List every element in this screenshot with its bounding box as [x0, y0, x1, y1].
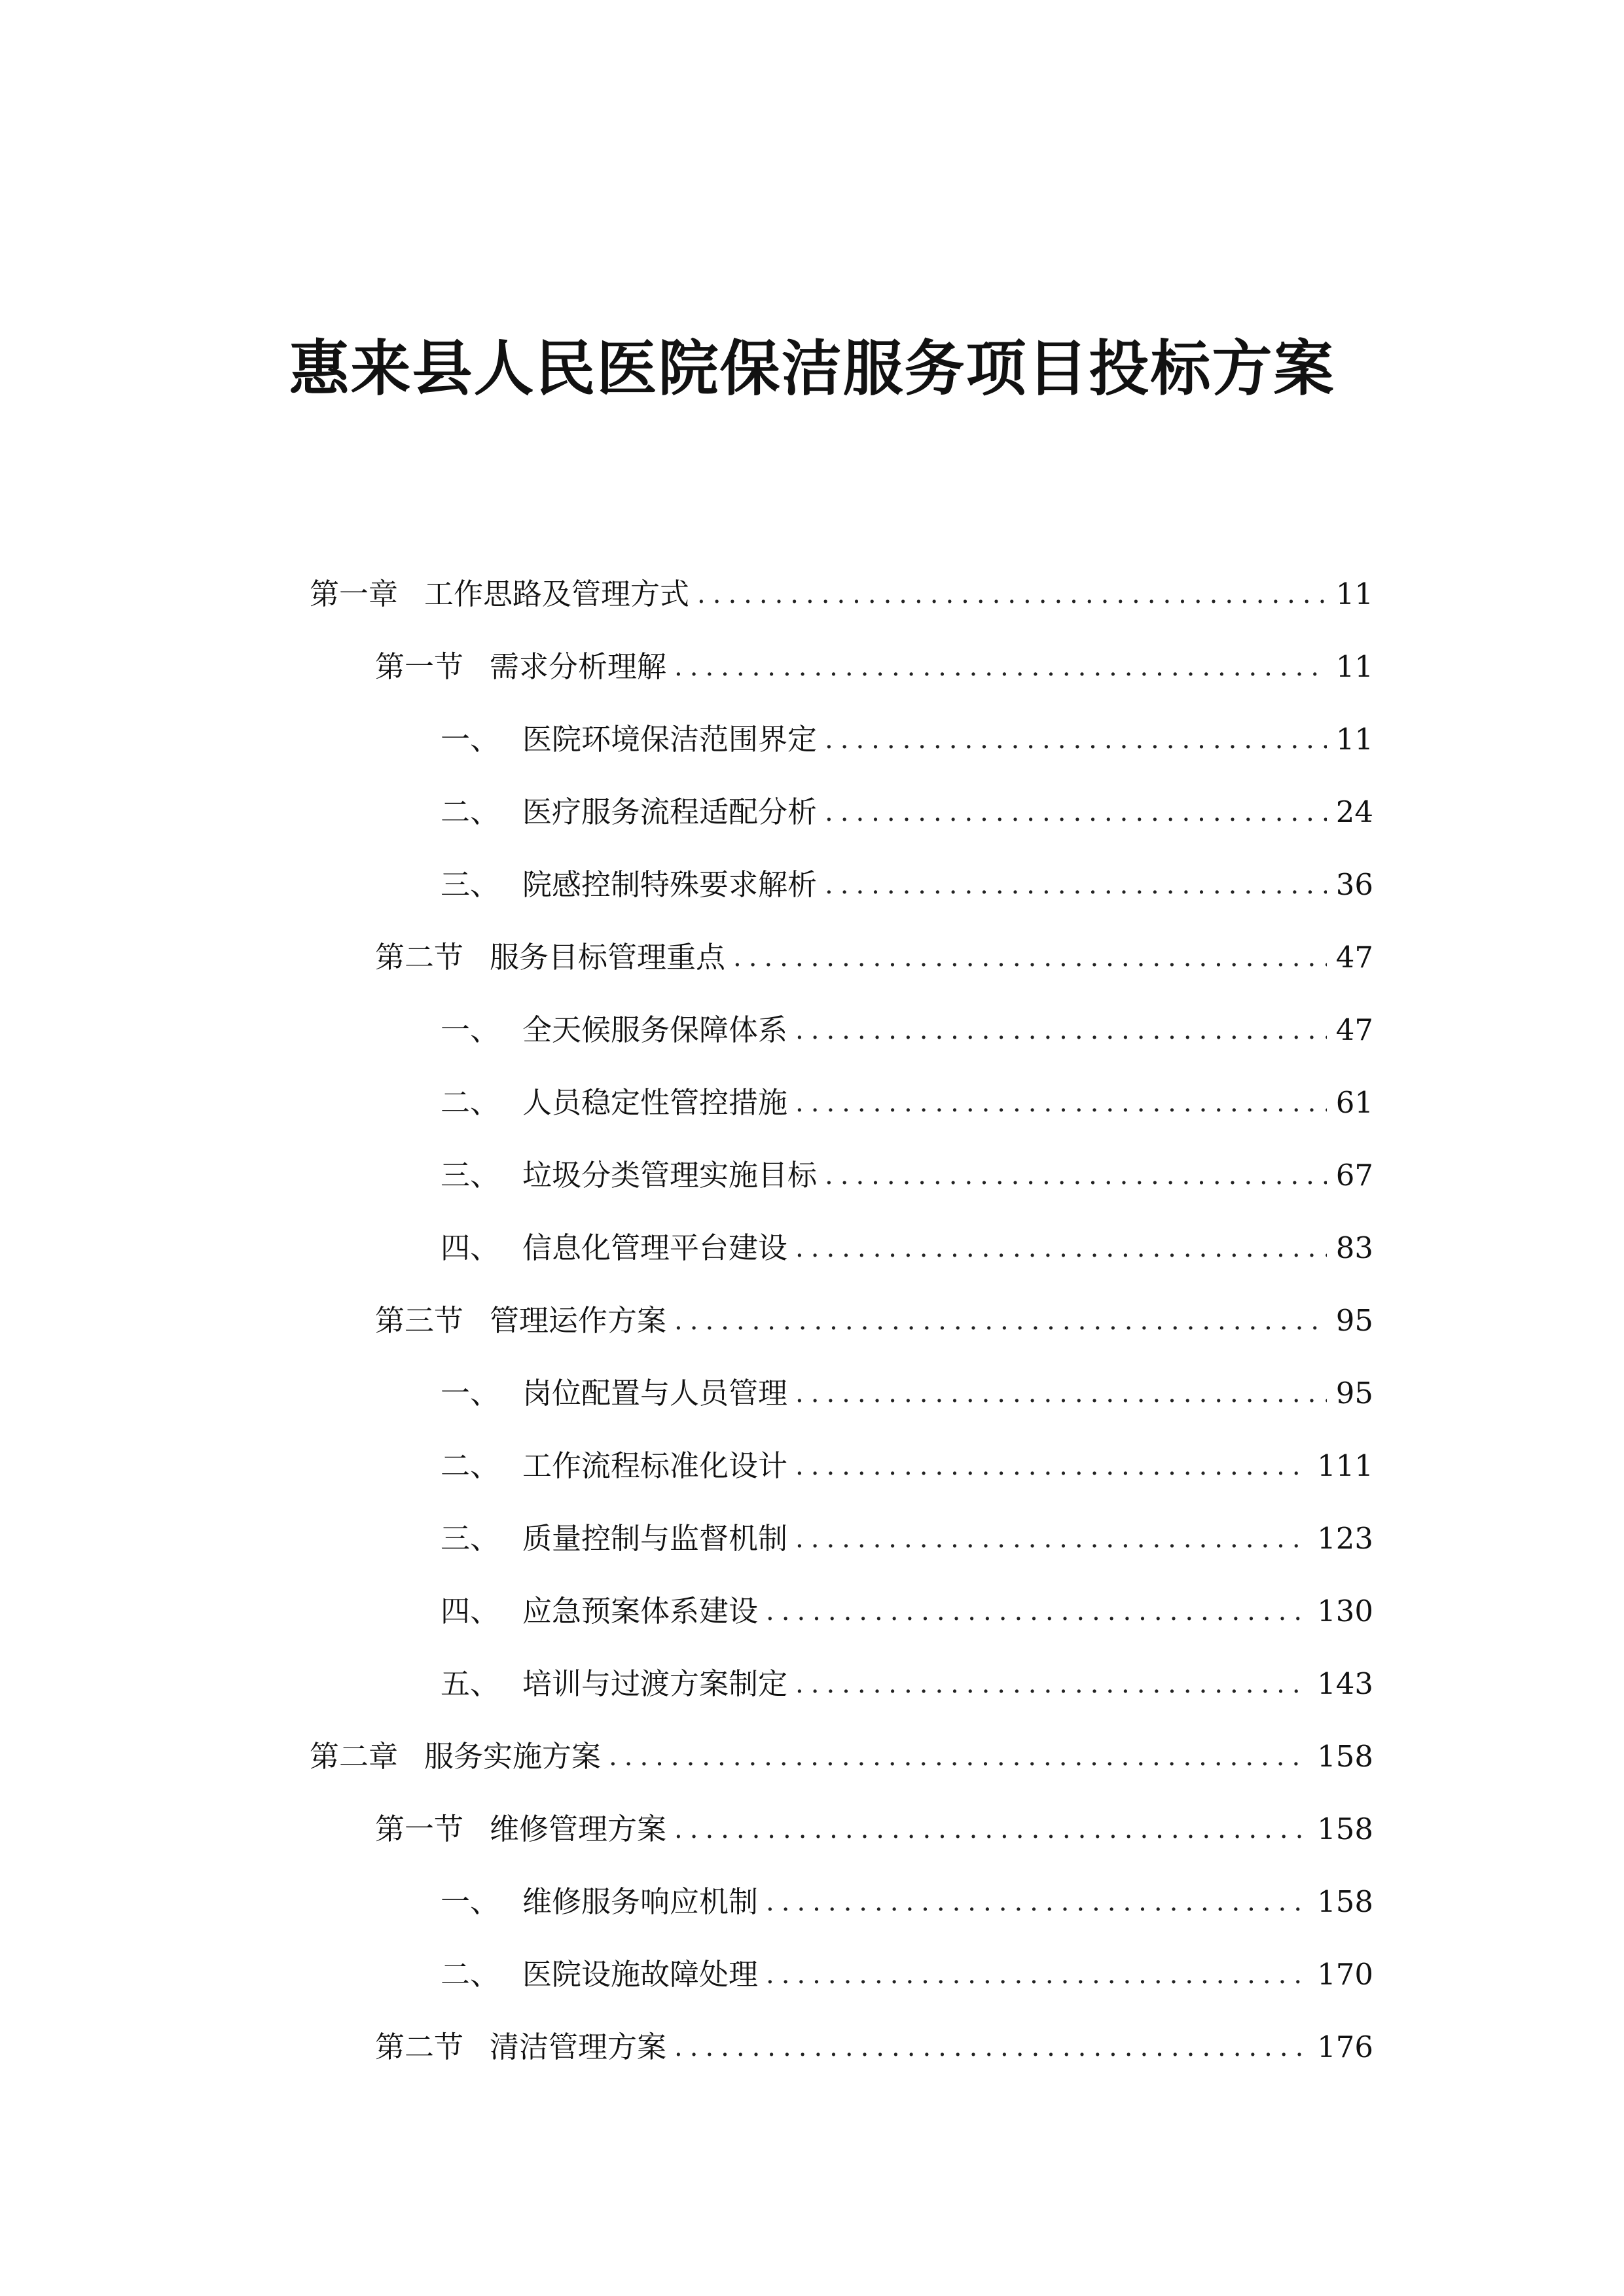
toc-entry-page: 143 [1317, 1666, 1373, 1701]
toc-entry-number: 四、 [441, 1594, 500, 1628]
toc-entry-page: 36 [1335, 867, 1373, 902]
toc-dot-leader [733, 933, 1327, 982]
toc-dot-leader [795, 1441, 1308, 1491]
toc-dot-leader [609, 1732, 1308, 1782]
toc-entry[interactable] [310, 569, 1373, 619]
toc-entry-number: 第二节 [375, 2030, 464, 2064]
toc-entry-page: 95 [1335, 1303, 1373, 1338]
toc-entry[interactable] [310, 1732, 1373, 1782]
toc-entry-number: 一、 [441, 1884, 500, 1919]
toc-entry-label: 垃圾分类管理实施目标 [522, 1158, 818, 1193]
toc-entry[interactable] [441, 1223, 1373, 1273]
toc-entry[interactable] [441, 1005, 1373, 1055]
toc-entry-page: 130 [1317, 1594, 1373, 1628]
toc-dot-leader [795, 1078, 1327, 1128]
toc-entry[interactable] [441, 1369, 1373, 1418]
toc-entry-label: 管理运作方案 [490, 1303, 667, 1338]
toc-dot-leader [825, 787, 1327, 837]
toc-entry-number: 四、 [441, 1230, 500, 1265]
toc-entry[interactable] [441, 1514, 1373, 1564]
toc-dot-leader [825, 860, 1327, 910]
toc-entry[interactable] [441, 1151, 1373, 1200]
toc-entry-label: 医院设施故障处理 [522, 1957, 759, 1992]
toc-entry[interactable] [441, 860, 1373, 910]
toc-entry-label: 培训与过渡方案制定 [522, 1666, 788, 1701]
toc-entry[interactable] [375, 1296, 1373, 1346]
toc-entry[interactable] [441, 1877, 1373, 1927]
toc-entry-label: 岗位配置与人员管理 [522, 1376, 788, 1410]
toc-dot-leader [825, 715, 1327, 764]
toc-entry-label: 工作思路及管理方式 [424, 577, 690, 611]
toc-dot-leader [795, 1005, 1327, 1055]
toc-entry-number: 二、 [441, 1448, 500, 1483]
toc-entry[interactable] [441, 787, 1373, 837]
toc-dot-leader [766, 1587, 1308, 1636]
toc-entry[interactable] [441, 715, 1373, 764]
toc-entry-number: 第一节 [375, 1812, 464, 1846]
toc-entry-number: 三、 [441, 867, 500, 902]
toc-dot-leader [766, 1877, 1308, 1927]
toc-entry-page: 24 [1335, 795, 1373, 829]
toc-entry-page: 95 [1335, 1376, 1373, 1410]
toc-entry-label: 医疗服务流程适配分析 [522, 795, 818, 829]
toc-entry-page: 158 [1317, 1812, 1373, 1846]
toc-dot-leader [674, 642, 1327, 692]
toc-entry-page: 123 [1317, 1521, 1373, 1556]
toc-entry-number: 三、 [441, 1521, 500, 1556]
toc-entry-number: 一、 [441, 722, 500, 757]
toc-entry[interactable] [441, 1441, 1373, 1491]
toc-dot-leader [795, 1514, 1308, 1564]
toc-entry-number: 第二节 [375, 940, 464, 975]
toc-dot-leader [795, 1659, 1308, 1709]
toc-entry-page: 47 [1335, 1013, 1373, 1047]
toc-entry[interactable] [441, 1659, 1373, 1709]
toc-entry-number: 五、 [441, 1666, 500, 1701]
toc-entry-label: 应急预案体系建设 [522, 1594, 759, 1628]
toc-entry-page: 111 [1317, 1448, 1373, 1483]
toc-entry-page: 83 [1335, 1230, 1373, 1265]
toc-entry-number: 二、 [441, 1085, 500, 1120]
toc-entry-number: 第一章 [310, 577, 399, 611]
toc-dot-leader [697, 569, 1327, 619]
toc-dot-leader [795, 1369, 1327, 1418]
toc-entry[interactable] [375, 2022, 1373, 2072]
toc-entry[interactable] [441, 1950, 1373, 2000]
toc-entry-page: 47 [1335, 940, 1373, 975]
toc-entry-page: 61 [1335, 1085, 1373, 1120]
toc-dot-leader [795, 1223, 1327, 1273]
toc-entry-number: 第三节 [375, 1303, 464, 1338]
toc-entry[interactable] [375, 933, 1373, 982]
toc-entry-number: 三、 [441, 1158, 500, 1193]
toc-entry-label: 院感控制特殊要求解析 [522, 867, 818, 902]
toc-entry-number: 二、 [441, 795, 500, 829]
toc-entry-label: 质量控制与监督机制 [522, 1521, 788, 1556]
toc-entry-label: 清洁管理方案 [490, 2030, 667, 2064]
toc-entry[interactable] [441, 1587, 1373, 1636]
toc-entry[interactable] [441, 1078, 1373, 1128]
document-title: 惠来县人民医院保洁服务项目投标方案 [289, 333, 1335, 404]
toc-entry-page: 158 [1317, 1884, 1373, 1919]
toc-dot-leader [766, 1950, 1308, 2000]
toc-entry-page: 67 [1335, 1158, 1373, 1193]
toc-dot-leader [674, 1804, 1308, 1854]
toc-entry-page: 11 [1335, 577, 1373, 611]
toc-entry[interactable] [375, 1804, 1373, 1854]
toc-entry-page: 176 [1317, 2030, 1373, 2064]
toc-entry-label: 维修管理方案 [490, 1812, 667, 1846]
toc-dot-leader [674, 1296, 1327, 1346]
toc-entry-label: 服务实施方案 [424, 1739, 602, 1774]
toc-entry-label: 服务目标管理重点 [490, 940, 726, 975]
toc-entry-label: 需求分析理解 [490, 649, 667, 684]
toc-entry-label: 信息化管理平台建设 [522, 1230, 788, 1265]
toc-entry-label: 医院环境保洁范围界定 [522, 722, 818, 757]
toc-entry-page: 170 [1317, 1957, 1373, 1992]
toc-entry-number: 二、 [441, 1957, 500, 1992]
toc-entry-label: 维修服务响应机制 [522, 1884, 759, 1919]
toc-entry-page: 11 [1335, 722, 1373, 757]
toc-entry-label: 工作流程标准化设计 [522, 1448, 788, 1483]
toc-entry-number: 一、 [441, 1013, 500, 1047]
toc-entry-number: 第一节 [375, 649, 464, 684]
toc-dot-leader [674, 2022, 1308, 2072]
toc-entry-number: 第二章 [310, 1739, 399, 1774]
toc-entry-label: 人员稳定性管控措施 [522, 1085, 788, 1120]
toc-dot-leader [825, 1151, 1327, 1200]
toc-entry[interactable] [375, 642, 1373, 692]
toc-entry-page: 11 [1335, 649, 1373, 684]
toc-entry-number: 一、 [441, 1376, 500, 1410]
toc-entry-label: 全天候服务保障体系 [522, 1013, 788, 1047]
toc-entry-page: 158 [1317, 1739, 1373, 1774]
